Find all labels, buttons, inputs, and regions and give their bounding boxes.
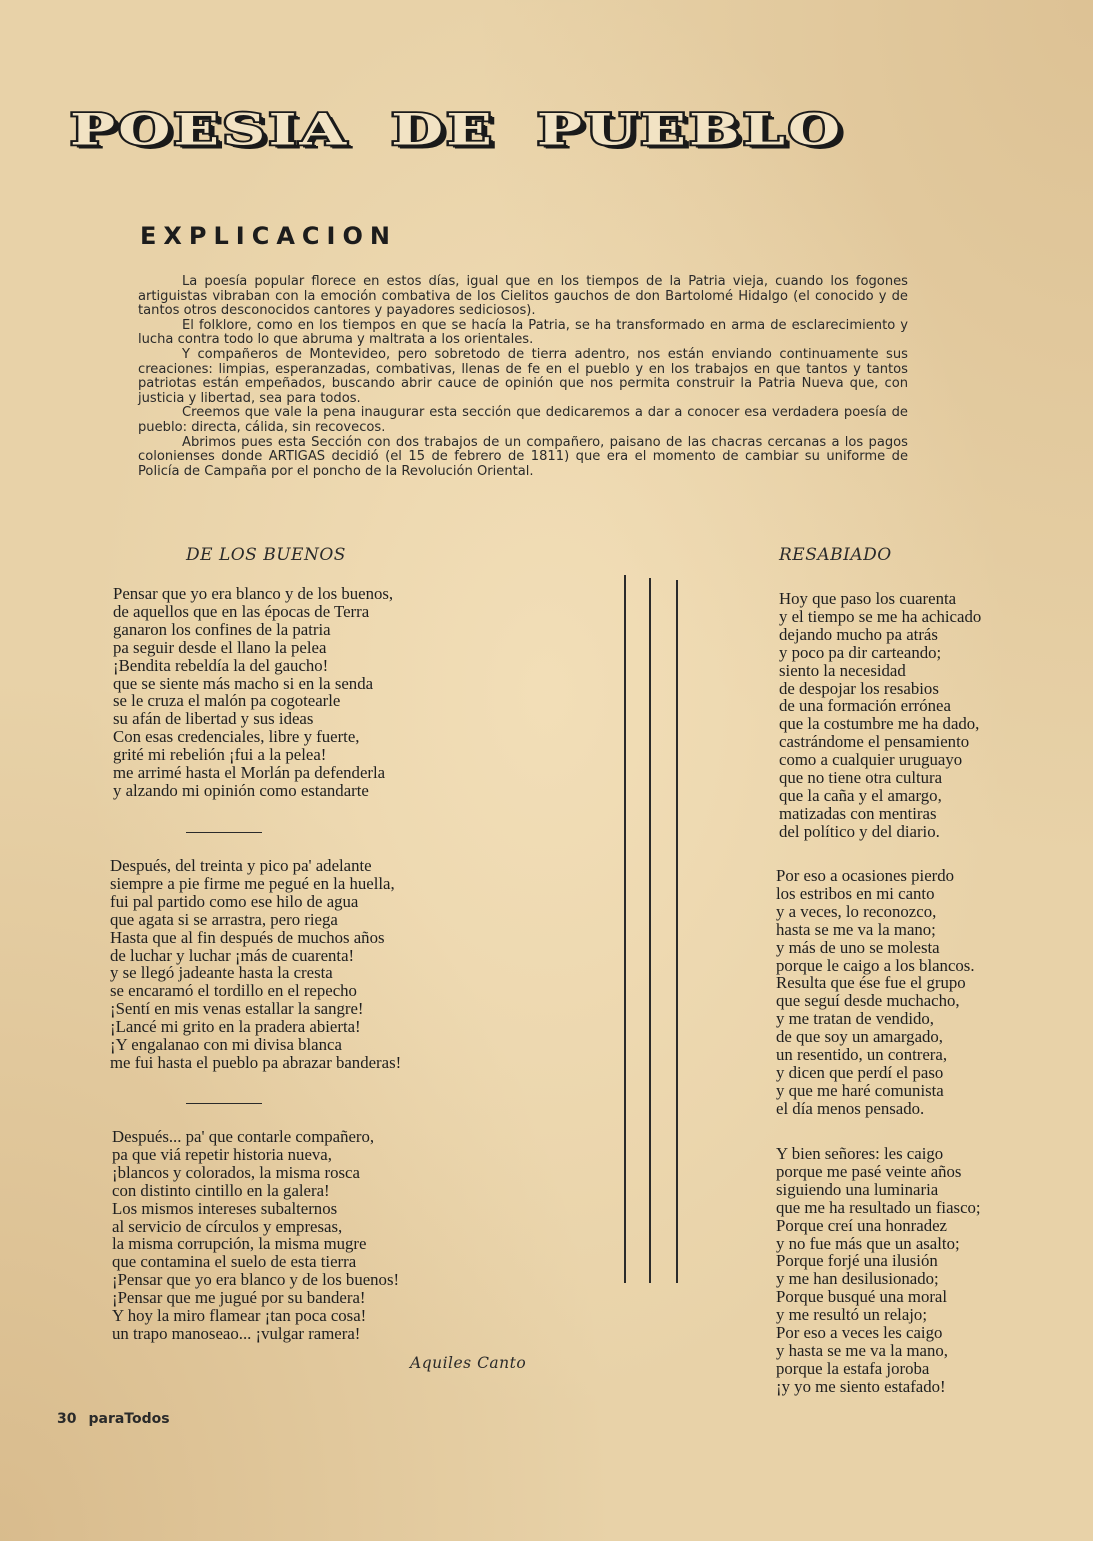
- poem-line: que se siente más macho si en la senda: [113, 673, 374, 693]
- poem-line: que la caña y el amargo,: [779, 785, 942, 805]
- poem-line: ¡Lancé mi grito en la pradera abierta!: [110, 1017, 361, 1037]
- poem-line: ¡Sentí en mis venas estallar la sangre!: [110, 999, 364, 1019]
- poem-line: los estribos en mi canto: [776, 883, 935, 903]
- poem-line: de aquellos que en las épocas de Terra: [113, 601, 370, 621]
- poem-line: y se llegó jadeante hasta la cresta: [110, 963, 333, 983]
- section-heading: EXPLICACION: [140, 222, 397, 250]
- page-number: 30: [57, 1411, 77, 1427]
- poem-line: se le cruza el malón pa cogotearle: [113, 691, 341, 711]
- stanza-separator: [186, 832, 262, 833]
- poem-line: ¡y yo me siento estafado!: [776, 1376, 946, 1396]
- poem-line: hasta se me va la mano;: [776, 919, 936, 939]
- poem-line: Y bien señores: les caigo: [776, 1144, 944, 1163]
- poem-line: Porque creí una honradez: [776, 1215, 947, 1235]
- poem-line: el día menos pensado.: [776, 1098, 925, 1118]
- poem-line: matizadas con mentiras: [779, 803, 937, 823]
- masthead-word-poesia: POESIA: [70, 104, 350, 156]
- poem-line: ganaron los confines de la patria: [113, 619, 331, 639]
- poem-line: que seguí desde muchacho,: [776, 991, 960, 1011]
- poem-line: siempre a pie firme me pegué en la huella,: [110, 873, 395, 893]
- poem-line: al servicio de círculos y empresas,: [112, 1216, 343, 1236]
- poem-line: Por eso a ocasiones pierdo: [776, 866, 955, 885]
- masthead-title: [70, 95, 900, 165]
- stanza-separator: [186, 1103, 262, 1104]
- poem-line: de luchar y luchar ¡más de cuarenta!: [110, 945, 355, 965]
- poem-right-stanza-3: [776, 1145, 981, 1396]
- poem-line: y más de uno se molesta: [776, 937, 940, 957]
- poem-line: Y hoy la miro flamear ¡tan poca cosa!: [112, 1306, 367, 1326]
- poem-line: y me han desilusionado;: [776, 1269, 939, 1289]
- poem-line: pa seguir desde el llano la pelea: [113, 637, 327, 657]
- poem-line: y me tratan de vendido,: [776, 1009, 934, 1029]
- poem-line: y a veces, lo reconozco,: [776, 901, 937, 921]
- intro-paragraph: El folklore, como en los tiempos en que se hacía la Patria, se ha transformado en arma de esclarecimiento y lucha contra todo lo que abruma y maltrata a los orientales.: [138, 317, 908, 348]
- poem-line: como a cualquier uruguayo: [779, 750, 963, 770]
- poem-line: se encaramó el tordillo en el repecho: [110, 981, 357, 1001]
- poem-line: siguiendo una luminaria: [776, 1179, 939, 1199]
- poem-line: y que me haré comunista: [776, 1080, 944, 1100]
- poem-line: ¡Pensar que me jugué por su bandera!: [112, 1288, 366, 1308]
- poem-line: porque la estafa joroba: [776, 1358, 930, 1378]
- poem-line: y no fue más que un asalto;: [776, 1233, 960, 1253]
- intro-paragraph: Y compañeros de Montevideo, pero sobretodo de tierra adentro, nos están enviando continuamente sus creaciones: limpias, esperanzadas, combativas, llenas de fe en el pueblo y en los trabajos en que tantos y tantos patriotas están empeñados, buscando abrir cauce de opinión que nos permita construir la Patria Nueva que, con justicia y libertad, sea para todos.: [138, 346, 908, 406]
- poem-line: porque me pasé veinte años: [776, 1161, 962, 1181]
- poem-line: Hoy que paso los cuarenta: [779, 589, 957, 608]
- poem-left-stanza-2: [110, 857, 401, 1072]
- poem-line: que me ha resultado un fiasco;: [776, 1197, 981, 1217]
- intro-text: [138, 275, 908, 479]
- poem-line: porque le caigo a los blancos.: [776, 955, 975, 975]
- column-rule: [676, 580, 678, 1283]
- poem-left-stanza-3: [112, 1128, 399, 1343]
- poem-line: y poco pa dir carteando;: [779, 642, 942, 662]
- poem-line: Por eso a veces les caigo: [776, 1323, 943, 1343]
- intro-paragraph: Abrimos pues esta Sección con dos trabajos de un compañero, paisano de las chacras cercanas a los pagos colonienses donde ARTIGAS decidió (el 15 de febrero de 1811) que era el momento de cambiar su uniforme de Policía de Campaña por el poncho de la Revolución Oriental.: [138, 434, 908, 479]
- poem-line: castrándome el pensamiento: [779, 732, 970, 752]
- author-signature: Aquiles Canto: [410, 1354, 527, 1372]
- poem-line: y dicen que perdí el paso: [776, 1062, 944, 1082]
- poem-line: su afán de libertad y sus ideas: [113, 709, 314, 729]
- poem-line: de que soy un amargado,: [776, 1027, 943, 1047]
- poem-line: de una formación errónea: [779, 696, 951, 716]
- intro-paragraph: La poesía popular florece en estos días, igual que en los tiempos de la Patria vieja, cuando los fogones artiguistas vibraban con la emoción combativa de los Cielitos gauchos de don Bartolomé Hidalgo (el conocido y de tantos otros desconocidos cantores y payadores sediciosos).: [138, 274, 908, 319]
- poem-line: y alzando mi opinión como estandarte: [113, 780, 369, 800]
- poem-line: que la costumbre me ha dado,: [779, 714, 980, 734]
- poem-line: fui pal partido como ese hilo de agua: [110, 891, 359, 911]
- poem-line: la misma corrupción, la misma mugre: [112, 1234, 367, 1254]
- poem-line: Después... pa' que contarle compañero,: [112, 1127, 375, 1146]
- page-footer: [57, 1411, 170, 1427]
- poem-line: Porque forjé una ilusión: [776, 1251, 938, 1271]
- poem-line: que no tiene otra cultura: [779, 768, 943, 788]
- masthead-word-pueblo: PUEBLO: [536, 104, 844, 156]
- poem-line: Los mismos intereses subalternos: [112, 1198, 338, 1218]
- poem-line: Hasta que al fin después de muchos años: [110, 927, 385, 947]
- poem-line: y el tiempo se me ha achicado: [779, 606, 982, 626]
- poem-left-stanza-1: [113, 585, 393, 800]
- poem-line: ¡Y engalanao con mi divisa blanca: [110, 1035, 342, 1055]
- poem-line: grité mi rebelión ¡fui a la pelea!: [113, 745, 327, 765]
- poem-title-de-los-buenos: DE LOS BUENOS: [186, 545, 346, 565]
- poem-line: un resentido, un contrera,: [776, 1045, 948, 1065]
- poem-line: ¡Bendita rebeldía la del gaucho!: [113, 655, 329, 675]
- poem-line: ¡blancos y colorados, la misma rosca: [112, 1162, 360, 1182]
- column-rule: [624, 575, 626, 1283]
- poem-line: un trapo manoseao... ¡vulgar ramera!: [112, 1323, 361, 1343]
- magazine-name: paraTodos: [88, 1411, 170, 1427]
- poem-line: Resulta que ése fue el grupo: [776, 973, 966, 993]
- poem-line: Después, del treinta y pico pa' adelante: [110, 856, 372, 875]
- poem-title-resabiado: RESABIADO: [779, 545, 892, 565]
- poem-line: Porque busqué una moral: [776, 1287, 948, 1307]
- poem-line: ¡Pensar que yo era blanco y de los buenos!: [112, 1270, 400, 1290]
- masthead-word-de: DE: [391, 104, 495, 156]
- poem-line: pa que viá repetir historia nueva,: [112, 1144, 332, 1164]
- poem-line: y me resultó un relajo;: [776, 1305, 927, 1325]
- poem-line: siento la necesidad: [779, 660, 906, 680]
- column-rule: [649, 578, 651, 1283]
- poem-line: que agata si se arrastra, pero riega: [110, 909, 338, 929]
- poem-line: y hasta se me va la mano,: [776, 1340, 948, 1360]
- poem-right-stanza-2: [776, 867, 975, 1118]
- poem-line: Con esas credenciales, libre y fuerte,: [113, 727, 360, 747]
- poem-line: con distinto cintillo en la galera!: [112, 1180, 330, 1200]
- poem-line: me arrimé hasta el Morlán pa defenderla: [113, 763, 386, 783]
- poem-line: dejando mucho pa atrás: [779, 624, 938, 644]
- intro-paragraph: Creemos que vale la pena inaugurar esta sección que dedicaremos a dar a conocer esa verdadera poesía de pueblo: directa, cálida, sin recovecos.: [138, 405, 908, 435]
- poem-line: Pensar que yo era blanco y de los buenos,: [113, 584, 394, 603]
- poem-line: de despojar los resabios: [779, 678, 939, 698]
- poem-line: del político y del diario.: [779, 821, 940, 841]
- poem-right-stanza-1: [779, 590, 981, 841]
- poem-line: me fui hasta el pueblo pa abrazar banderas!: [110, 1052, 402, 1072]
- poem-line: que contamina el suelo de esta tierra: [112, 1252, 357, 1272]
